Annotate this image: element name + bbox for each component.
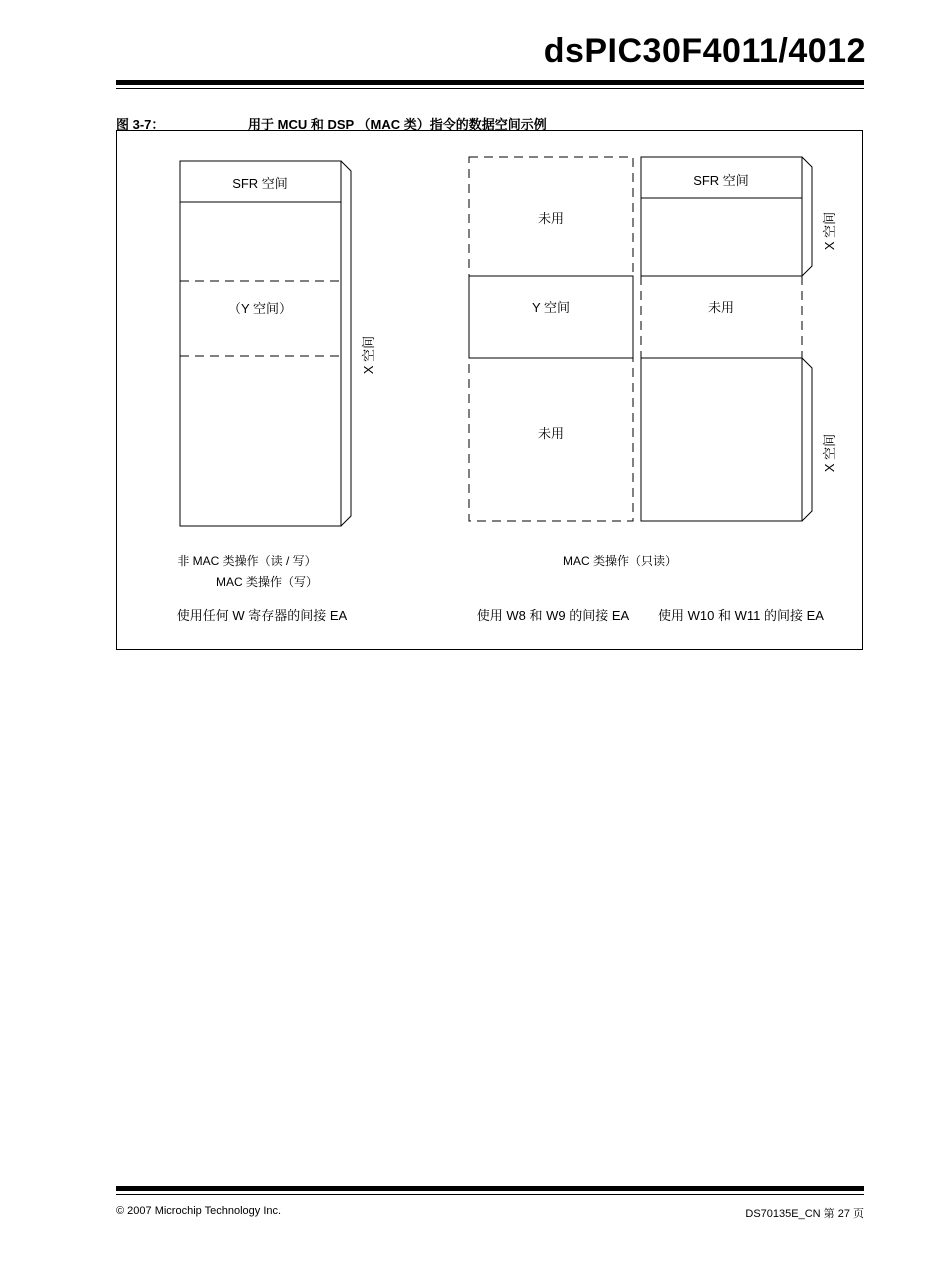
middle-unused-bottom-label: 未用 <box>537 426 565 441</box>
right-x-space-label-top: X 空间 <box>822 211 837 251</box>
middle-memory-block <box>469 157 633 521</box>
header-rule-thin <box>116 88 864 89</box>
middle-ea-label: 使用 W8 和 W9 的间接 EA <box>476 608 630 623</box>
middle-y-space-label: Y 空间 <box>531 300 571 315</box>
figure-title: 用于 MCU 和 DSP （MAC 类）指令的数据空间示例 <box>248 117 547 132</box>
footer-doc-id: DS70135E_CN 第 27 页 <box>745 1208 864 1220</box>
figure-frame <box>116 130 863 650</box>
left-caption-line1: 非 MAC 类操作（读 / 写） <box>177 554 317 568</box>
footer-copyright: © 2007 Microchip Technology Inc. <box>116 1205 282 1217</box>
document-title: dsPIC30F4011/4012 <box>543 32 866 70</box>
mac-read-caption: MAC 类操作（只读） <box>562 554 678 568</box>
left-caption-line2: MAC 类操作（写） <box>215 575 319 589</box>
left-x-space-label: X 空间 <box>361 335 376 375</box>
data-space-diagram <box>117 131 862 649</box>
right-sfr-label: SFR 空间 <box>693 173 749 188</box>
right-memory-block <box>641 157 837 521</box>
left-ea-label: 使用任何 W 寄存器的间接 EA <box>176 608 348 623</box>
middle-unused-top-label: 未用 <box>537 211 565 226</box>
left-y-space-label: （Y 空间） <box>227 301 293 316</box>
footer-rule-thick <box>116 1186 864 1191</box>
figure-number: 图 3-7： <box>116 117 165 132</box>
right-ea-label: 使用 W10 和 W11 的间接 EA <box>658 608 824 623</box>
right-unused-label: 未用 <box>707 300 735 315</box>
header-rule-thick <box>116 80 864 85</box>
left-memory-block <box>180 161 376 526</box>
footer-rule-thin <box>116 1194 864 1195</box>
left-sfr-label: SFR 空间 <box>232 176 288 191</box>
right-x-space-label-bottom: X 空间 <box>822 433 837 473</box>
